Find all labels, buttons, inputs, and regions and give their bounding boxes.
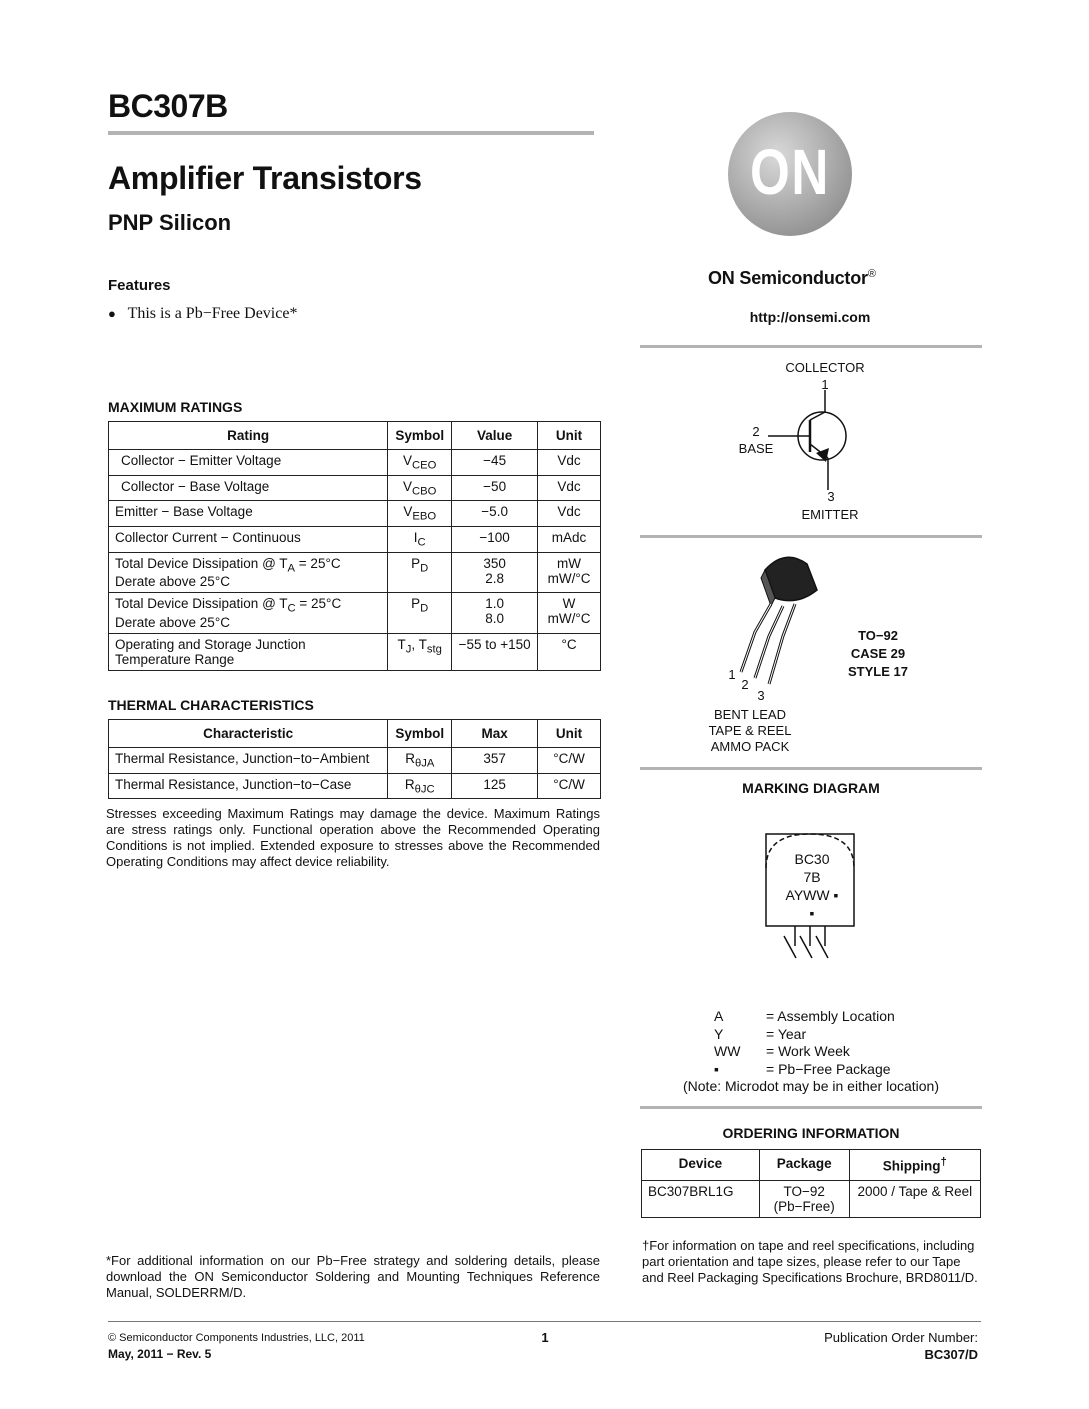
value-cell — [452, 593, 538, 634]
divider — [640, 535, 982, 538]
column-header — [849, 1150, 980, 1181]
symbol-cell — [388, 748, 452, 774]
column-header: Unit — [538, 720, 601, 748]
symbol-text: T — [397, 637, 406, 653]
legend-key: WW — [714, 1043, 741, 1059]
column-header: Value — [452, 422, 538, 450]
legend-desc: = Assembly Location — [766, 1008, 895, 1024]
unit-text: mW/°C — [547, 570, 591, 586]
unit-cell: Vdc — [538, 501, 601, 527]
rating-sub: C — [287, 603, 296, 616]
marking-note: (Note: Microdot may be in either location) — [683, 1078, 939, 1094]
column-header: Rating — [109, 422, 388, 450]
features-item-text: This is a Pb−Free Device* — [127, 305, 298, 322]
symbol-sub: EBO — [412, 511, 437, 524]
thermal-heading: THERMAL CHARACTERISTICS — [108, 697, 314, 713]
emitter-pin: 3 — [827, 489, 835, 504]
table-row — [109, 527, 601, 553]
unit-text: mW — [557, 555, 582, 571]
package-label — [828, 627, 928, 681]
characteristic-cell: Thermal Resistance, Junction−to−Case — [109, 773, 388, 799]
table-row — [109, 748, 601, 774]
table-header-row — [109, 422, 601, 450]
table-row — [109, 450, 601, 476]
rating-text: Total Device Dissipation @ T — [115, 555, 288, 571]
symbol-sub: CBO — [412, 485, 437, 498]
rating-cell: Collector Current − Continuous — [109, 527, 388, 553]
divider — [640, 767, 982, 770]
package-text: STYLE 17 — [848, 664, 908, 679]
symbol-sub: D — [420, 603, 429, 616]
bullet-icon: ● — [108, 306, 116, 321]
marking-line: ▪ — [809, 905, 815, 921]
value-text: 2.8 — [485, 570, 505, 586]
rating-cell — [109, 552, 388, 593]
table-row — [642, 1180, 981, 1217]
emitter-label: EMITTER — [801, 507, 859, 522]
symbol-cell — [388, 527, 452, 553]
bent-lead-text: AMMO PACK — [710, 739, 790, 754]
symbol-text: P — [411, 596, 421, 612]
symbol-text: V — [403, 453, 413, 468]
symbol-text: , T — [411, 637, 427, 653]
value-cell: −50 — [452, 475, 538, 501]
legend-item — [714, 1026, 895, 1044]
marking-text — [768, 850, 856, 922]
features-item — [108, 305, 297, 323]
characteristic-cell: Thermal Resistance, Junction−to−Ambient — [109, 748, 388, 774]
legend-key: Y — [714, 1025, 724, 1042]
package-cell — [759, 1180, 849, 1217]
rating-text: = 25°C — [295, 555, 341, 571]
pkg-pin-1: 1 — [728, 667, 736, 682]
footer-rule — [108, 1321, 981, 1322]
rating-text: Operating and Storage Junction — [115, 637, 306, 653]
table-row — [109, 552, 601, 593]
table-row — [109, 634, 601, 671]
symbol-text: P — [411, 555, 421, 571]
publication-number: BC307/D — [924, 1347, 978, 1362]
table-row — [109, 593, 601, 634]
marking-legend — [714, 1008, 895, 1078]
features-heading: Features — [108, 277, 171, 294]
legend-item — [714, 1043, 895, 1061]
bent-lead-label — [700, 707, 800, 755]
marking-line: BC30 — [794, 851, 830, 867]
value-cell: −55 to +150 — [452, 634, 538, 671]
legend-key: ▪ — [714, 1060, 719, 1077]
dagger-mark: † — [940, 1156, 947, 1168]
device-cell: BC307BRL1G — [642, 1180, 760, 1217]
rating-text: = 25°C — [295, 596, 342, 612]
table-row — [109, 475, 601, 501]
page-title: Amplifier Transistors — [108, 160, 422, 196]
unit-text: mW/°C — [547, 611, 591, 627]
symbol-text: V — [403, 478, 413, 494]
marking-heading: MARKING DIAGRAM — [742, 780, 880, 796]
pnp-transistor-symbol — [760, 390, 860, 490]
symbol-cell — [388, 773, 452, 799]
unit-cell — [538, 552, 601, 593]
symbol-text: I — [413, 530, 418, 546]
legend-item — [714, 1061, 895, 1079]
rating-cell — [109, 593, 388, 634]
column-header: Symbol — [388, 422, 452, 450]
rating-text: Derate above 25°C — [115, 615, 230, 631]
pbfree-note: *For additional information on our Pb−Free strategy and soldering details, please download the ON Semiconductor Soldering and Mounting Techniques Reference Manual, SOLDERRM/D. — [106, 1253, 600, 1300]
footer-copyright: © Semiconductor Components Industries, LLC, 2011 — [108, 1332, 365, 1344]
legend-desc: = Pb−Free Package — [766, 1060, 891, 1077]
pkg-pin-2: 2 — [741, 677, 749, 692]
page-subtitle: PNP Silicon — [108, 210, 232, 235]
unit-cell: °C/W — [538, 773, 601, 799]
shipping-cell: 2000 / Tape & Reel — [849, 1180, 980, 1217]
divider — [640, 1106, 982, 1109]
stress-note: Stresses exceeding Maximum Ratings may damage the device. Maximum Ratings are stress ratings only. Functional operation above the Recommended Operating Conditions is not implied. Extended exposure to stresses above the Recommended Operating Conditions may affect device reliability. — [106, 806, 600, 869]
symbol-sub: C — [417, 536, 426, 549]
symbol-cell — [388, 552, 452, 593]
symbol-cell — [388, 593, 452, 634]
symbol-sub: D — [420, 562, 429, 575]
unit-cell: mAdc — [538, 527, 601, 553]
brand-name-text: ON Semiconductor — [708, 268, 868, 288]
part-number-title: BC307B — [108, 88, 228, 124]
symbol-sub: θJA — [414, 757, 435, 770]
value-cell: 357 — [452, 748, 538, 774]
ordering-heading: ORDERING INFORMATION — [722, 1125, 900, 1141]
legend-key: A — [714, 1008, 724, 1024]
max-ratings-table — [108, 421, 601, 671]
column-header: Unit — [538, 422, 601, 450]
pkg-pin-3: 3 — [757, 688, 765, 703]
unit-cell: Vdc — [538, 450, 601, 476]
rating-cell: Collector − Emitter Voltage — [109, 450, 388, 476]
base-pin: 2 — [752, 424, 760, 439]
table-header-row — [109, 720, 601, 748]
rating-text: Temperature Range — [115, 652, 235, 668]
unit-text: W — [562, 596, 576, 612]
marking-line: AYWW ▪ — [785, 887, 839, 903]
symbol-cell — [388, 450, 452, 476]
collector-label: COLLECTOR — [785, 360, 865, 375]
rating-sub: A — [287, 562, 296, 575]
column-header: Symbol — [388, 720, 452, 748]
symbol-sub: J — [405, 643, 412, 656]
symbol-sub: CEO — [412, 459, 437, 472]
header-rule — [108, 131, 594, 135]
unit-cell: Vdc — [538, 475, 601, 501]
rating-cell: Emitter − Base Voltage — [109, 501, 388, 527]
symbol-text: R — [404, 776, 415, 792]
unit-cell — [538, 593, 601, 634]
base-label: BASE — [738, 441, 774, 456]
brand-name — [708, 268, 876, 289]
on-logo-text: ON — [750, 136, 830, 208]
thermal-table — [108, 719, 601, 799]
publication-label: Publication Order Number: — [824, 1330, 978, 1345]
rating-text: Derate above 25°C — [115, 574, 230, 590]
unit-cell: °C/W — [538, 748, 601, 774]
rating-cell: Collector − Base Voltage — [109, 475, 388, 501]
max-ratings-heading: MAXIMUM RATINGS — [108, 399, 243, 415]
package-text: CASE 29 — [850, 646, 906, 661]
legend-item — [714, 1008, 895, 1026]
value-cell: −5.0 — [452, 501, 538, 527]
ordering-table — [641, 1149, 981, 1218]
symbol-cell — [388, 501, 452, 527]
brand-url-link[interactable]: http://onsemi.com — [749, 309, 871, 325]
value-cell: −45 — [452, 450, 538, 476]
divider — [640, 345, 982, 348]
collector-pin: 1 — [821, 377, 829, 392]
symbol-cell — [388, 475, 452, 501]
page-number: 1 — [541, 1330, 549, 1345]
table-row — [109, 501, 601, 527]
column-header: Device — [642, 1150, 760, 1181]
value-cell: 125 — [452, 773, 538, 799]
marking-line: 7B — [803, 869, 821, 885]
value-text: 1.0 — [485, 596, 505, 612]
registered-mark: ® — [867, 268, 876, 280]
ordering-note: †For information on tape and reel specifications, including part orientation and tape sizes, please refer to our Tape and Reel Packaging Specifications Brochure, BRD8011/D. — [642, 1238, 978, 1285]
column-header: Characteristic — [109, 720, 388, 748]
value-text: 350 — [483, 555, 506, 571]
unit-cell: °C — [538, 634, 601, 671]
footer-date: May, 2011 − Rev. 5 — [108, 1347, 212, 1361]
symbol-sub: θJC — [414, 783, 435, 796]
package-text: TO−92 — [858, 628, 898, 643]
value-cell — [452, 552, 538, 593]
package-text: (Pb−Free) — [773, 1198, 835, 1214]
value-cell: −100 — [452, 527, 538, 553]
table-header-row — [642, 1150, 981, 1181]
bent-lead-text: BENT LEAD — [713, 707, 786, 722]
symbol-cell — [388, 634, 452, 671]
on-logo — [728, 112, 852, 236]
symbol-sub: stg — [426, 643, 442, 656]
value-text: 8.0 — [485, 611, 505, 627]
symbol-text: V — [403, 504, 413, 520]
table-row — [109, 773, 601, 799]
column-header: Max — [452, 720, 538, 748]
rating-cell — [109, 634, 388, 671]
column-header-text: Shipping — [882, 1158, 941, 1174]
legend-desc: = Work Week — [766, 1043, 850, 1059]
package-text: TO−92 — [783, 1183, 825, 1199]
rating-text: Total Device Dissipation @ T — [115, 596, 288, 612]
bent-lead-text: TAPE & REEL — [708, 723, 792, 738]
legend-desc: = Year — [766, 1025, 807, 1042]
column-header: Package — [759, 1150, 849, 1181]
symbol-text: R — [405, 751, 415, 766]
